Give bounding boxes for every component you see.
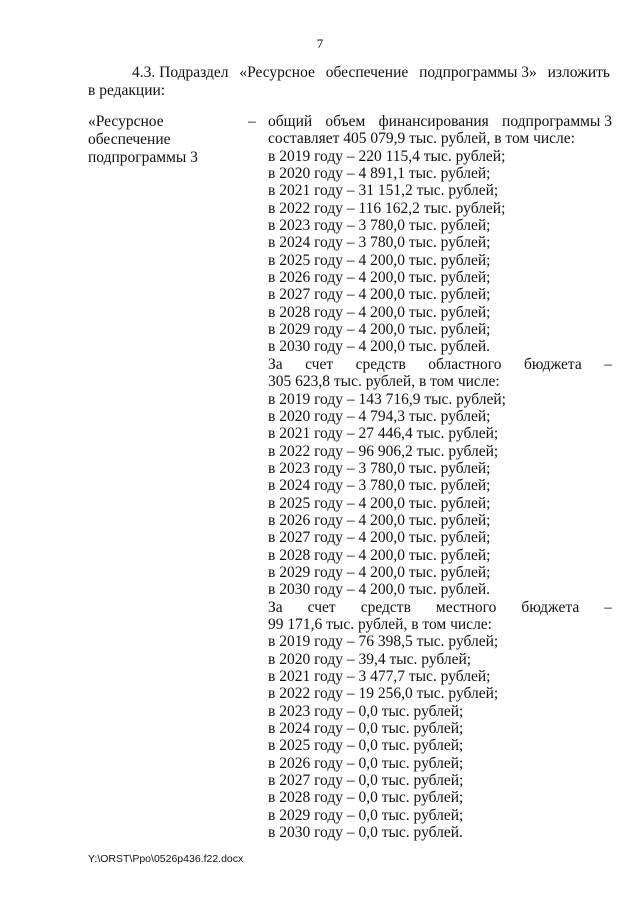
heading-word: местного xyxy=(435,598,497,616)
year-amount-line: в 2023 году – 3 780,0 тыс. рублей; xyxy=(268,217,491,235)
section-label-line: подпрограммы 3 xyxy=(88,149,198,166)
page-number: 7 xyxy=(316,36,324,51)
year-amount-line: в 2024 году – 3 780,0 тыс. рублей; xyxy=(268,477,491,495)
year-amount-line: в 2025 году – 4 200,0 тыс. рублей; xyxy=(268,494,491,512)
year-amount-line: в 2019 году – 143 716,9 тыс. рублей; xyxy=(268,390,506,408)
year-amount-line: в 2024 году – 3 780,0 тыс. рублей; xyxy=(268,234,491,252)
intro-word: изложить xyxy=(547,64,610,81)
intro-line-1 xyxy=(88,64,610,82)
local-summary-line: 99 171,6 тыс. рублей, в том числе: xyxy=(268,615,492,633)
heading-word: общий xyxy=(268,113,313,130)
intro-word: «Ресурсное xyxy=(239,64,315,81)
intro-word: подпрограммы 3» xyxy=(419,64,537,81)
year-amount-line: в 2029 году – 4 200,0 тыс. рублей; xyxy=(268,321,491,339)
regional-years-list xyxy=(268,391,612,599)
total-heading-line xyxy=(268,113,612,130)
heading-word: – xyxy=(604,355,612,373)
intro-line-2: в редакции: xyxy=(88,82,166,99)
year-amount-line: в 2026 году – 4 200,0 тыс. рублей; xyxy=(268,511,491,529)
year-amount-line: в 2030 году – 4 200,0 тыс. рублей. xyxy=(268,581,491,599)
heading-word: счет xyxy=(305,355,334,373)
section-label-line: «Ресурсное xyxy=(88,113,164,130)
year-amount-line: в 2020 году – 4 794,3 тыс. рублей; xyxy=(268,407,491,425)
year-amount-line: в 2027 году – 4 200,0 тыс. рублей; xyxy=(268,529,491,547)
file-path-footer: Y:\ORST\Ppo\0526p436.f22.docx xyxy=(88,853,244,865)
year-amount-line: в 2022 году – 96 906,2 тыс. рублей; xyxy=(268,442,499,460)
regional-heading-line xyxy=(268,356,612,373)
local-heading-line xyxy=(268,599,612,616)
year-amount-line: в 2021 году – 31 151,2 тыс. рублей; xyxy=(268,182,499,200)
heading-word: средств xyxy=(355,355,406,373)
year-amount-line: в 2028 году – 4 200,0 тыс. рублей; xyxy=(268,303,491,321)
section-label xyxy=(88,113,248,167)
section-label-line: обеспечение xyxy=(88,131,171,148)
year-amount-line: в 2019 году – 76 398,5 тыс. рублей; xyxy=(268,633,499,651)
heading-word: бюджета xyxy=(523,355,582,373)
year-amount-line: в 2029 году – 0,0 тыс. рублей; xyxy=(268,806,464,824)
intro-word: обеспечение xyxy=(325,64,409,81)
year-amount-line: в 2024 году – 0,0 тыс. рублей; xyxy=(268,720,464,738)
heading-word: счет xyxy=(307,598,336,616)
total-years-list xyxy=(268,148,612,356)
year-amount-line: в 2021 году – 3 477,7 тыс. рублей; xyxy=(268,668,491,685)
year-amount-line: в 2022 году – 19 256,0 тыс. рублей; xyxy=(268,685,499,703)
year-amount-line: в 2030 году – 4 200,0 тыс. рублей. xyxy=(268,338,491,356)
year-amount-line: в 2023 году – 3 780,0 тыс. рублей; xyxy=(268,459,491,477)
local-years-list xyxy=(268,633,612,841)
heading-word: областного xyxy=(428,355,502,373)
year-amount-line: в 2026 году – 4 200,0 тыс. рублей; xyxy=(268,269,491,287)
total-summary-line: составляет 405 079,9 тыс. рублей, в том числе: xyxy=(268,130,575,148)
year-amount-line: в 2020 году – 39,4 тыс. рублей; xyxy=(268,650,472,668)
intro-paragraph xyxy=(88,64,610,100)
regional-summary-line: 305 623,8 тыс. рублей, в том числе: xyxy=(268,373,500,391)
heading-word: объем xyxy=(325,113,366,130)
intro-word: 4.3. Подраздел xyxy=(132,64,229,81)
heading-word: – xyxy=(604,598,612,616)
year-amount-line: в 2021 году – 27 446,4 тыс. рублей; xyxy=(268,425,499,443)
label-dash: – xyxy=(248,113,256,130)
year-amount-line: в 2029 году – 4 200,0 тыс. рублей; xyxy=(268,563,491,581)
heading-word: За xyxy=(268,598,283,616)
year-amount-line: в 2019 году – 220 115,4 тыс. рублей; xyxy=(268,147,506,165)
year-amount-line: в 2020 году – 4 891,1 тыс. рублей; xyxy=(268,165,491,183)
heading-word: финансирования xyxy=(378,113,489,130)
year-amount-line: в 2030 году – 0,0 тыс. рублей. xyxy=(268,824,463,842)
year-amount-line: в 2028 году – 4 200,0 тыс. рублей; xyxy=(268,546,491,564)
year-amount-line: в 2025 году – 4 200,0 тыс. рублей; xyxy=(268,251,491,269)
year-amount-line: в 2027 году – 4 200,0 тыс. рублей; xyxy=(268,286,491,304)
year-amount-line: в 2025 году – 0,0 тыс. рублей; xyxy=(268,737,464,755)
heading-word: бюджета xyxy=(521,598,580,616)
heading-word: средств xyxy=(360,598,411,616)
heading-word: За xyxy=(268,355,283,373)
year-amount-line: в 2022 году – 116 162,2 тыс. рублей; xyxy=(268,199,506,217)
funding-content xyxy=(268,113,612,841)
year-amount-line: в 2027 году – 0,0 тыс. рублей; xyxy=(268,772,464,790)
heading-word: подпрограммы 3 xyxy=(502,113,612,130)
year-amount-line: в 2028 году – 0,0 тыс. рублей; xyxy=(268,789,464,807)
year-amount-line: в 2023 году – 0,0 тыс. рублей; xyxy=(268,702,464,720)
year-amount-line: в 2026 году – 0,0 тыс. рублей; xyxy=(268,754,464,772)
